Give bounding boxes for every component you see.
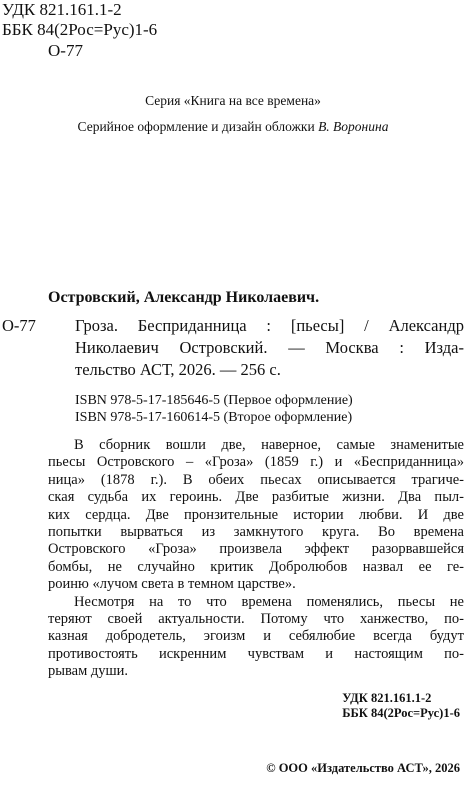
author-mark: О-77 — [48, 41, 83, 60]
annotation-line: попытки вырваться из замкнутого круга. Во времена — [48, 523, 464, 540]
footer-udk: УДК 821.161.1-2 — [342, 691, 432, 705]
footer-bbk: ББК 84(2Рос=Рус)1-6 — [342, 706, 460, 720]
annotation — [48, 437, 464, 680]
design-credit-prefix: Серийное оформление и дизайн обложки — [77, 119, 315, 134]
bib-line: тельство АСТ, 2026. — 256 с. — [75, 360, 281, 379]
annotation-line: ская судьба их героинь. Две разбитые жизни. Два пыл- — [48, 489, 464, 506]
isbn-line: ISBN 978-5-17-160614-5 (Второе оформление) — [75, 410, 353, 425]
udk-code: УДК 821.161.1-2 — [2, 0, 122, 19]
isbn-block — [75, 392, 353, 426]
annotation-line: бомбы, не случайно критик Добролюбов назвал ее ге- — [48, 558, 464, 575]
series-line: Серия «Книга на все времена» — [145, 93, 321, 108]
bibliographic-record — [75, 315, 464, 381]
bbk-code: ББК 84(2Рос=Рус)1-6 — [2, 20, 158, 39]
annotation-line: противостоять искренним чувствам и настоящим по- — [48, 645, 464, 662]
annotation-line: теряют своей актуальности. Потому что ханжество, по- — [48, 610, 464, 627]
bib-line: Гроза. Бесприданница : [пьесы] / Александр — [75, 316, 464, 335]
card-mark: О-77 — [2, 316, 36, 335]
annotation-line: ница» (1878 г.). В обеих пьесах описывается трагиче- — [48, 471, 464, 488]
annotation-line: ких сердца. Две пронзительные истории любви. И две — [48, 506, 464, 523]
footer-codes — [342, 691, 460, 721]
annotation-line: казная добродетель, эгоизм и себялюбие всегда будут — [48, 628, 464, 645]
author-heading: Островский, Александр Николаевич. — [48, 289, 320, 306]
isbn-line: ISBN 978-5-17-185646-5 (Первое оформление) — [75, 393, 353, 408]
annotation-line: Несмотря на то что времена поменялись, пьесы не — [74, 593, 464, 610]
annotation-line: рывам души. — [48, 663, 129, 680]
copyright: © ООО «Издательство АСТ», 2026 — [266, 761, 460, 775]
annotation-line: роиню «лучом света в темном царстве». — [48, 576, 296, 593]
design-credit — [0, 119, 466, 135]
bib-line: Николаевич Островский. — Москва : Изда- — [75, 338, 464, 357]
annotation-line: В сборник вошли две, наверное, самые знаменитые — [74, 437, 464, 453]
annotation-line: пьесы Островского – «Гроза» (1859 г.) и «Бесприданница» — [48, 454, 464, 471]
design-credit-name: В. Воронина — [318, 119, 389, 134]
annotation-line: Островского «Гроза» произвела эффект разорвавшейся — [48, 541, 464, 558]
